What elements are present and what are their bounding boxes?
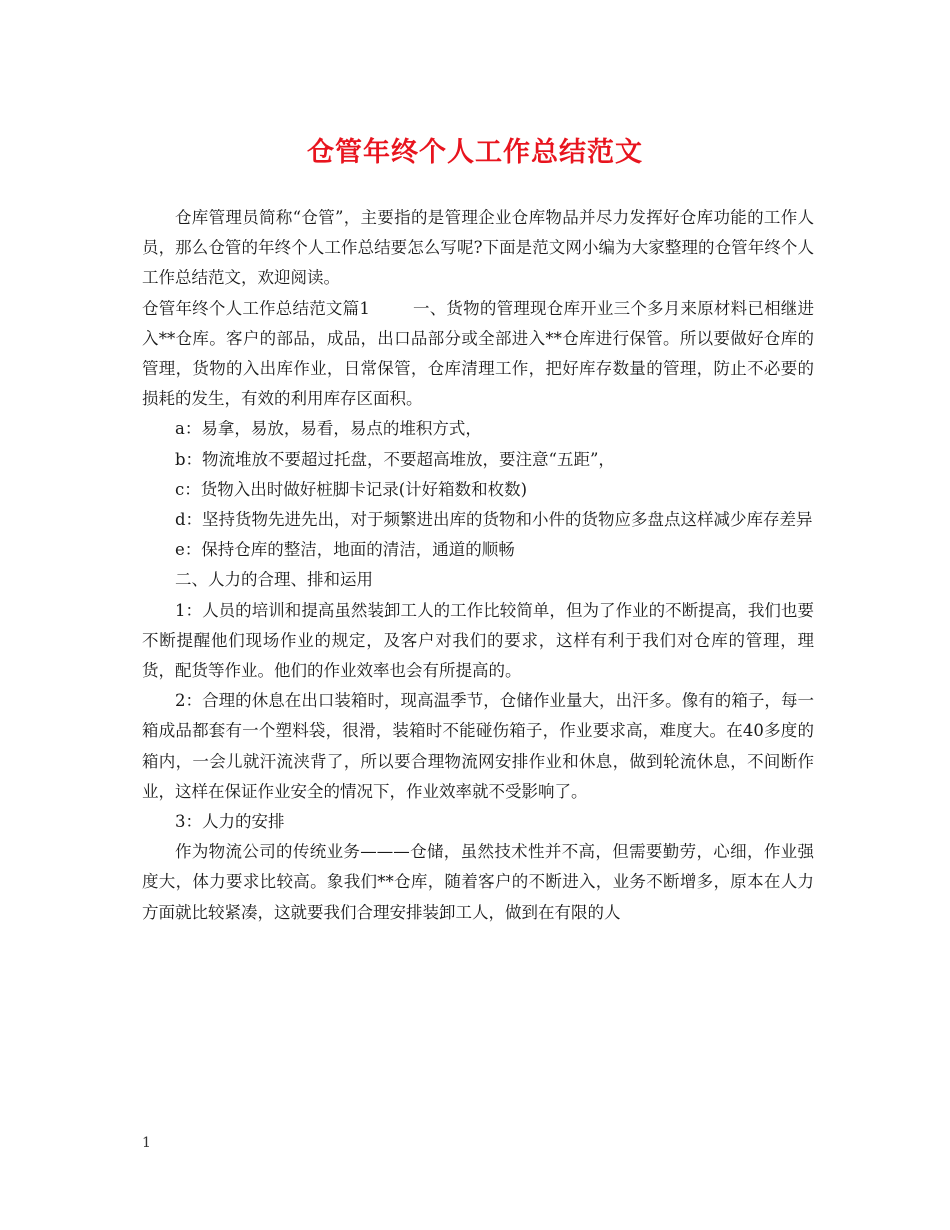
section1-paragraph — [142, 294, 814, 415]
section1-lead: 一、货物的管理现仓库开业三个多月来原材料已相继进入**仓库。客户的部品，成品，出口品部分或全部进入**仓库进行保管。所以要做好仓库的管理，货物的入出库作业，日常保管，仓库清理工作，把好库存数量的管理，防止不必要的损耗的发生，有效的利用库存区面积。 — [142, 298, 815, 409]
point3-paragraph: 作为物流公司的传统业务———仓储，虽然技术性并不高，但需要勤劳，心细，作业强度大，体力要求比较高。象我们**仓库，随着客户的不断进入，业务不断增多，原本在人力方面就比较紧凑，这就要我们合理安排装卸工人，做到在有限的人 — [142, 842, 814, 922]
document-body — [142, 203, 814, 928]
list-item-e: e：保持仓库的整洁，地面的清洁，通道的顺畅 — [175, 540, 515, 560]
section2-heading: 二、人力的合理、排和运用 — [175, 570, 373, 590]
page-number: 1 — [142, 1135, 151, 1151]
list-item-b: b：物流堆放不要超过托盘，不要超高堆放，要注意“五距”， — [175, 449, 615, 469]
point3-heading: 3：人力的安排 — [175, 812, 285, 832]
list-item-d: d：坚持货物先进先出，对于频繁进出库的货物和小件的货物应多盘点这样减少库存差异 — [175, 510, 813, 530]
page-title: 仓管年终个人工作总结范文 — [307, 137, 643, 168]
list-item-a: a：易拿，易放，易看，易点的堆积方式， — [175, 419, 482, 439]
list-item-c: c：货物入出时做好桩脚卡记录(计好箱数和枚数) — [175, 479, 528, 499]
intro-paragraph: 仓库管理员简称“仓管”，主要指的是管理企业仓库物品并尽力发挥好仓库功能的工作人员，那么仓管的年终个人工作总结要怎么写呢?下面是范文网小编为大家整理的仓管年终个人工作总结范文，欢迎阅读。 — [142, 208, 814, 288]
article-heading: 仓管年终个人工作总结范文篇1 — [142, 298, 370, 318]
point1-paragraph: 1：人员的培训和提高虽然装卸工人的工作比较简单，但为了作业的不断提高，我们也要不断提醒他们现场作业的规定，及客户对我们的要求，这样有利于我们对仓库的管理，理货，配货等作业。他们的作业效率也会有所提高的。 — [142, 600, 814, 681]
point2-paragraph: 2：合理的休息在出口装箱时，现高温季节，仓储作业量大，出汗多。像有的箱子，每一箱成品都套有一个塑料袋，很滑，装箱时不能碰伤箱子，作业要求高，难度大。在40多度的箱内，一会儿就汗流浃背了，所以要合理物流网安排作业和休息，做到轮流休息，不间断作业，这样在保证作业安全的情况下，作业效率就不受影响了。 — [142, 691, 814, 801]
